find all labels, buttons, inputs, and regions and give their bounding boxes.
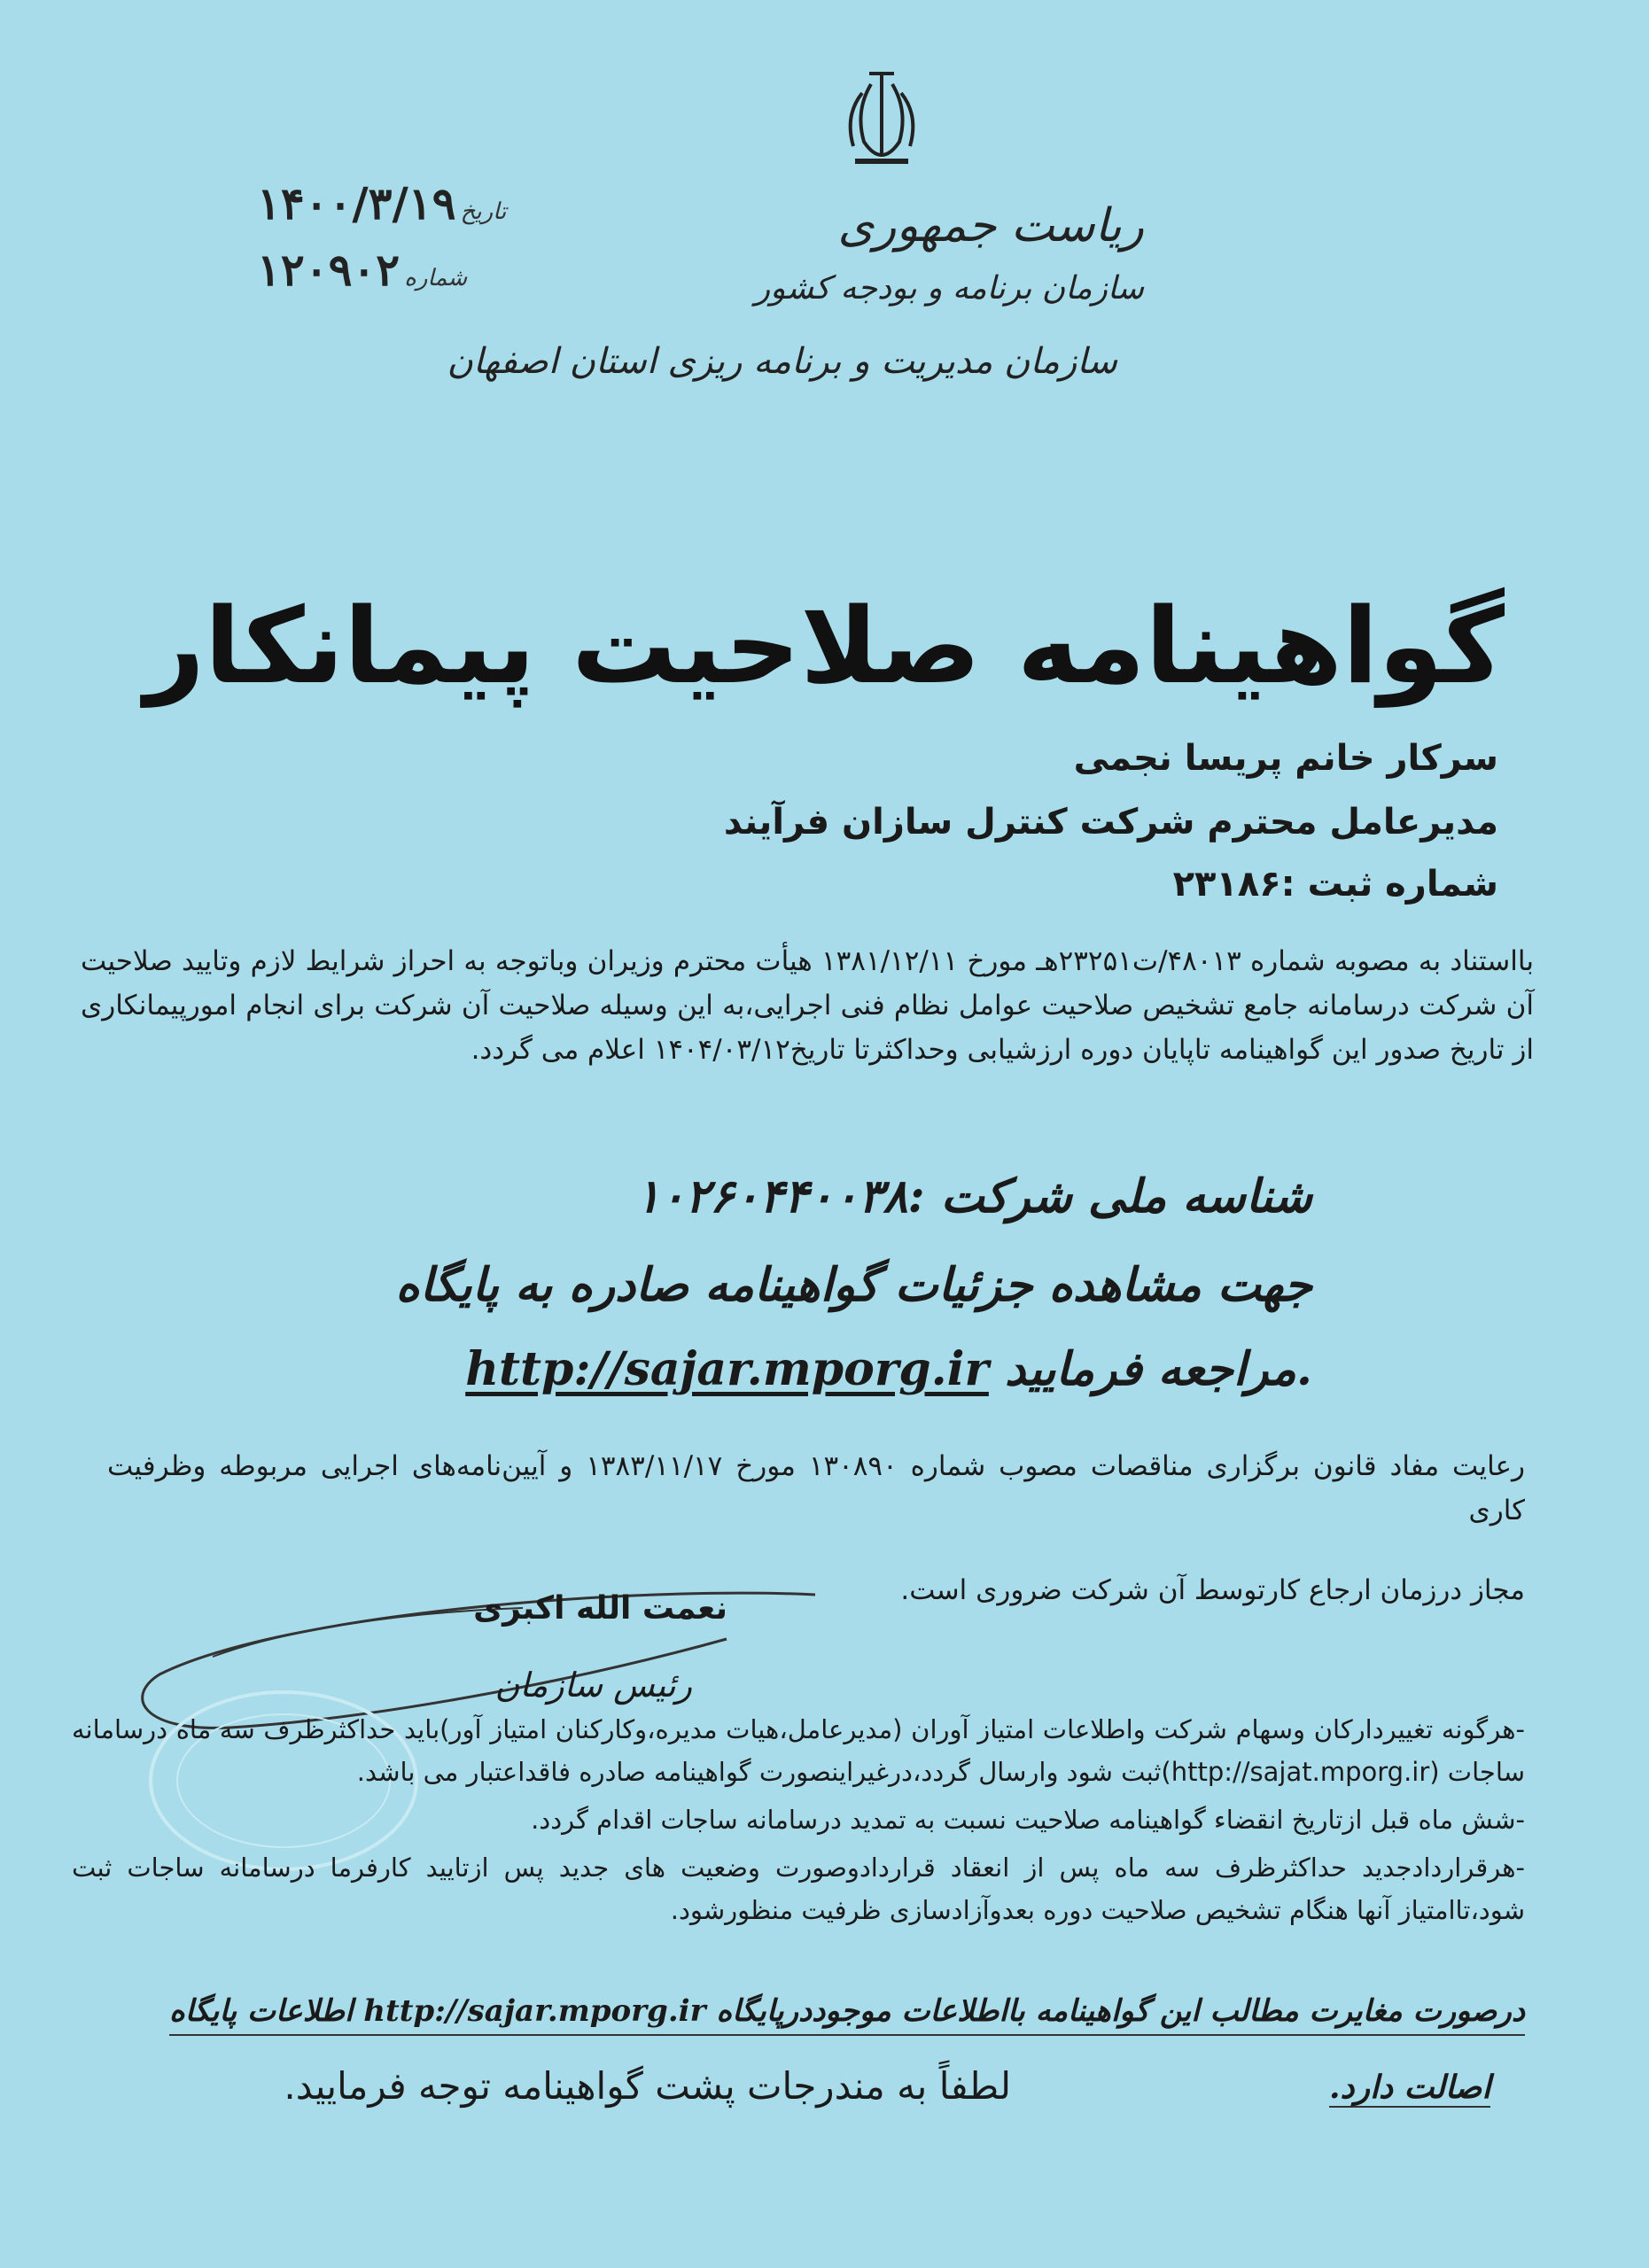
header-isfahan-org: سازمان مدیریت و برنامه ریزی استان اصفهان <box>447 341 1117 382</box>
signer-name: نعمت الله اکبری <box>473 1590 727 1627</box>
page-title: گواهینامه صلاحیت پیمانکار <box>144 585 1505 707</box>
recipient-name: سرکار خانم پریسا نجمی <box>1073 738 1498 779</box>
note-item: -هرقراردادجدید حداکثرظرف سه ماه پس از انعقاد قراردادوصورت وضعیت های جدید پس ازتایید کارفرما درسامانه ساجات ثبت شود،تاامتیاز آنها هنگام تشخیص صلاحیت دوره بعدوآزادسازی ظرفیت منظورشود. <box>72 1852 1525 1925</box>
discrepancy-warning: درصورت مغایرت مطالب این گواهینامه بااطلاعات موجوددرپایگاه http://sajar.mporg.ir اطلاعات پایگاه <box>169 1993 1525 2036</box>
compliance-line-1: رعایت مفاد قانون برگزاری مناقصات مصوب شماره ۱۳۰۸۹۰ مورخ ۱۳۸۳/۱۱/۱۷ و آیین‌نامه‌های اجرایی مربوطه وظرفیت کاری <box>107 1450 1525 1526</box>
sajar-link[interactable]: http://sajar.mporg.ir <box>465 1342 989 1396</box>
recipient-position: مدیرعامل محترم شرکت کنترل سازان فرآیند <box>723 802 1498 843</box>
note-item: -هرگونه تغییردارکان وسهام شرکت واطلاعات امتیاز آوران (مدیرعامل،هیات مدیره،وکارکنان امتیاز آور)باید حداکثرظرف سه ماه درسامانه ساجات (http://sajat.mporg.ir)ثبت شود وارسال گردد،درغیراینصورت گواهینامه صادره فاقداعتبار می باشد. <box>72 1714 1525 1787</box>
date-label: تاریخ <box>460 198 507 225</box>
compliance-line-2: مجاز درزمان ارجاع کارتوسط آن شرکت ضروری است. <box>900 1574 1525 1606</box>
note-item: -شش ماه قبل ازتاریخ انقضاء گواهینامه صلاحیت نسبت به تمدید درسامانه ساجات اقدام گردد. <box>531 1805 1525 1835</box>
date-field <box>257 177 506 229</box>
number-label: شماره <box>404 265 468 291</box>
header-plan-budget: سازمان برنامه و بودجه کشور <box>754 270 1144 307</box>
body-paragraph: بااستناد به مصوبه شماره ۴۸۰۱۳/ت۲۳۲۵۱هـ مورخ ۱۳۸۱/۱۲/۱۱ هیأت محترم وزیران وباتوجه به احراز شرایط لازم وتایید صلاحیت آن شرکت درسامانه جامع تشخیص صلاحیت عوامل نظام فنی اجرایی،به این وسیله صلاحیت آن شرکت برای انجام امورپیمانکاری از تاریخ صدور این گواهینامه تاپایان دوره ارزشیابی وحداکثرتا تاریخ۱۴۰۴/۰۳/۱۲ اعلام می گردد. <box>81 945 1534 1066</box>
authenticity-stamp: اصالت دارد. <box>1329 2069 1491 2106</box>
iran-emblem-icon <box>837 66 926 173</box>
date-value: ۱۴۰۰/۳/۱۹ <box>257 177 456 229</box>
footer-note: لطفاً به مندرجات پشت گواهینامه توجه فرمایید. <box>284 2064 1011 2108</box>
details-line: جهت مشاهده جزئیات گواهینامه صادره به پایگاه <box>395 1258 1312 1312</box>
header-presidency: ریاست جمهوری <box>837 199 1144 252</box>
number-value: ۱۲۰۹۰۲ <box>257 244 401 296</box>
details-suffix: مراجعه فرمایید. <box>1004 1342 1312 1396</box>
notes-section <box>72 1708 1525 1937</box>
number-field <box>257 244 467 296</box>
signer-title: رئیس سازمان <box>494 1666 692 1705</box>
body-section <box>81 939 1534 1103</box>
registration-number: شماره ثبت :۲۳۱۸۶ <box>1172 864 1498 905</box>
national-id: شناسه ملی شرکت :۱۰۲۶۰۴۴۰۰۳۸ <box>635 1169 1312 1223</box>
details-link-line <box>465 1342 1312 1396</box>
